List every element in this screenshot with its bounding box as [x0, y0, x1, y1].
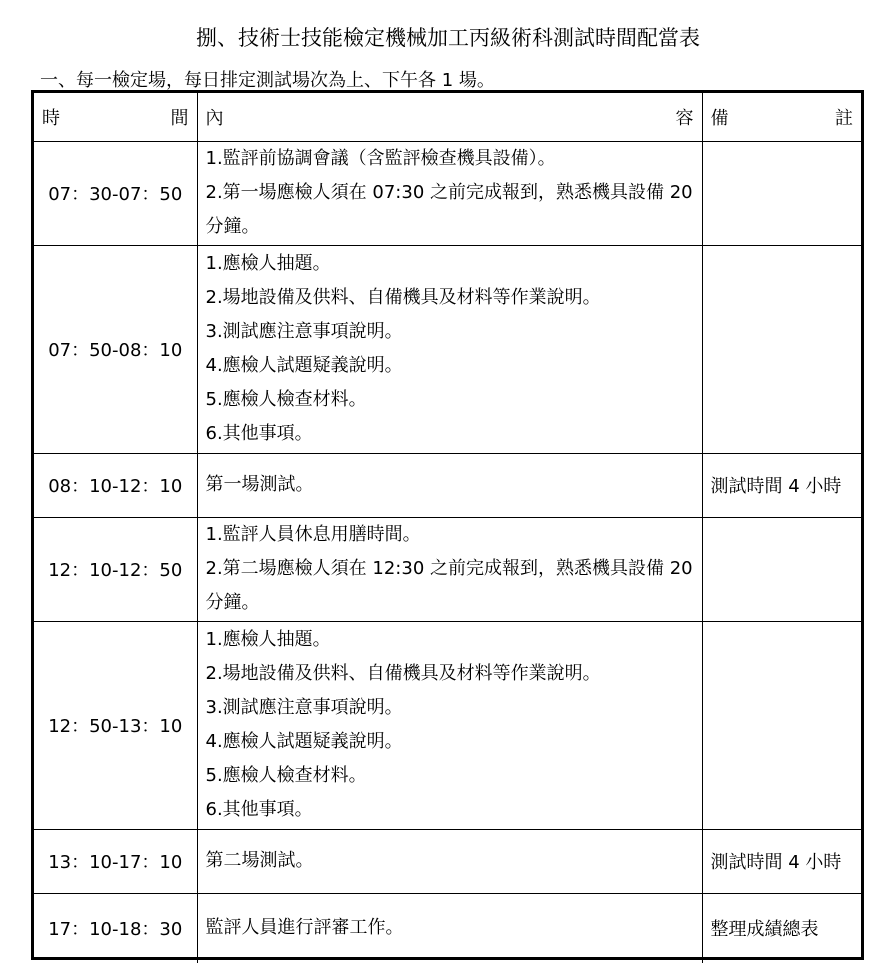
content-item: 1.監評前協調會議（含監評檢查機具設備）。 [205, 148, 556, 169]
header-note-right: 註 [835, 107, 853, 129]
time-cell: 07：30-07：50 [34, 141, 197, 245]
header-content-left: 內 [205, 107, 224, 129]
header-time-right: 間 [170, 107, 189, 129]
time-cell: 13：10-17：10 [34, 829, 197, 893]
header-note [702, 93, 861, 141]
content-item: 2.場地設備及供料、自備機具及材料等作業說明。 [205, 287, 601, 308]
table-row [34, 517, 861, 621]
time-cell: 12：10-12：50 [34, 517, 197, 621]
content-item: 3.測試應注意事項說明。 [205, 321, 403, 342]
schedule-table [31, 90, 864, 960]
table-header-row [34, 93, 861, 141]
table-row [34, 621, 861, 829]
content-item: 2.第二場應檢人須在 12:30 之前完成報到，熟悉機具設備 20 分鐘。 [205, 558, 693, 613]
content-cell [197, 829, 702, 893]
time-cell: 07：50-08：10 [34, 245, 197, 453]
content-item: 5.應檢人檢查材料。 [205, 389, 367, 410]
note-cell: 測試時間 4 小時 [702, 453, 861, 517]
note-cell: 整理成績總表 [702, 893, 861, 963]
content-item: 4.應檢人試題疑義說明。 [205, 731, 403, 752]
note-cell [702, 517, 861, 621]
table-row [34, 245, 861, 453]
time-cell: 08：10-12：10 [34, 453, 197, 517]
header-time [34, 93, 197, 141]
content-cell [197, 621, 702, 829]
document-title: 捌、技術士技能檢定機械加工丙級術科測試時間配當表 [196, 26, 700, 50]
header-time-left: 時 [42, 107, 60, 129]
note-cell [702, 621, 861, 829]
note-cell [702, 245, 861, 453]
table-row [34, 453, 861, 517]
content-cell [197, 453, 702, 517]
content-item: 2.場地設備及供料、自備機具及材料等作業說明。 [205, 663, 601, 684]
header-note-left: 備 [710, 107, 729, 129]
header-content-right: 容 [675, 107, 694, 129]
time-cell: 17：10-18：30 [34, 893, 197, 963]
content-item: 監評人員進行評審工作。 [205, 917, 404, 939]
content-cell [197, 245, 702, 453]
note-cell: 測試時間 4 小時 [702, 829, 861, 893]
content-cell [197, 141, 702, 245]
table-row [34, 893, 861, 963]
note-cell [702, 141, 861, 245]
content-item: 4.應檢人試題疑義說明。 [205, 355, 403, 376]
content-item: 3.測試應注意事項說明。 [205, 697, 403, 718]
header-content [197, 93, 702, 141]
document-subtitle: 一、每一檢定場，每日排定測試場次為上、下午各 1 場。 [40, 70, 495, 91]
time-cell: 12：50-13：10 [34, 621, 197, 829]
table-row [34, 829, 861, 893]
content-item: 第二場測試。 [205, 850, 314, 871]
content-cell [197, 893, 702, 963]
content-item: 1.應檢人抽題。 [205, 253, 331, 274]
content-item: 1.監評人員休息用膳時間。 [205, 524, 421, 545]
content-cell [197, 517, 702, 621]
content-item: 5.應檢人檢查材料。 [205, 765, 367, 786]
content-item: 6.其他事項。 [205, 799, 313, 820]
content-item: 第一場測試。 [205, 474, 314, 495]
table-row [34, 141, 861, 245]
content-item: 2.第一場應檢人須在 07:30 之前完成報到，熟悉機具設備 20 分鐘。 [205, 182, 693, 237]
content-item: 1.應檢人抽題。 [205, 629, 331, 650]
content-item: 6.其他事項。 [205, 423, 313, 444]
